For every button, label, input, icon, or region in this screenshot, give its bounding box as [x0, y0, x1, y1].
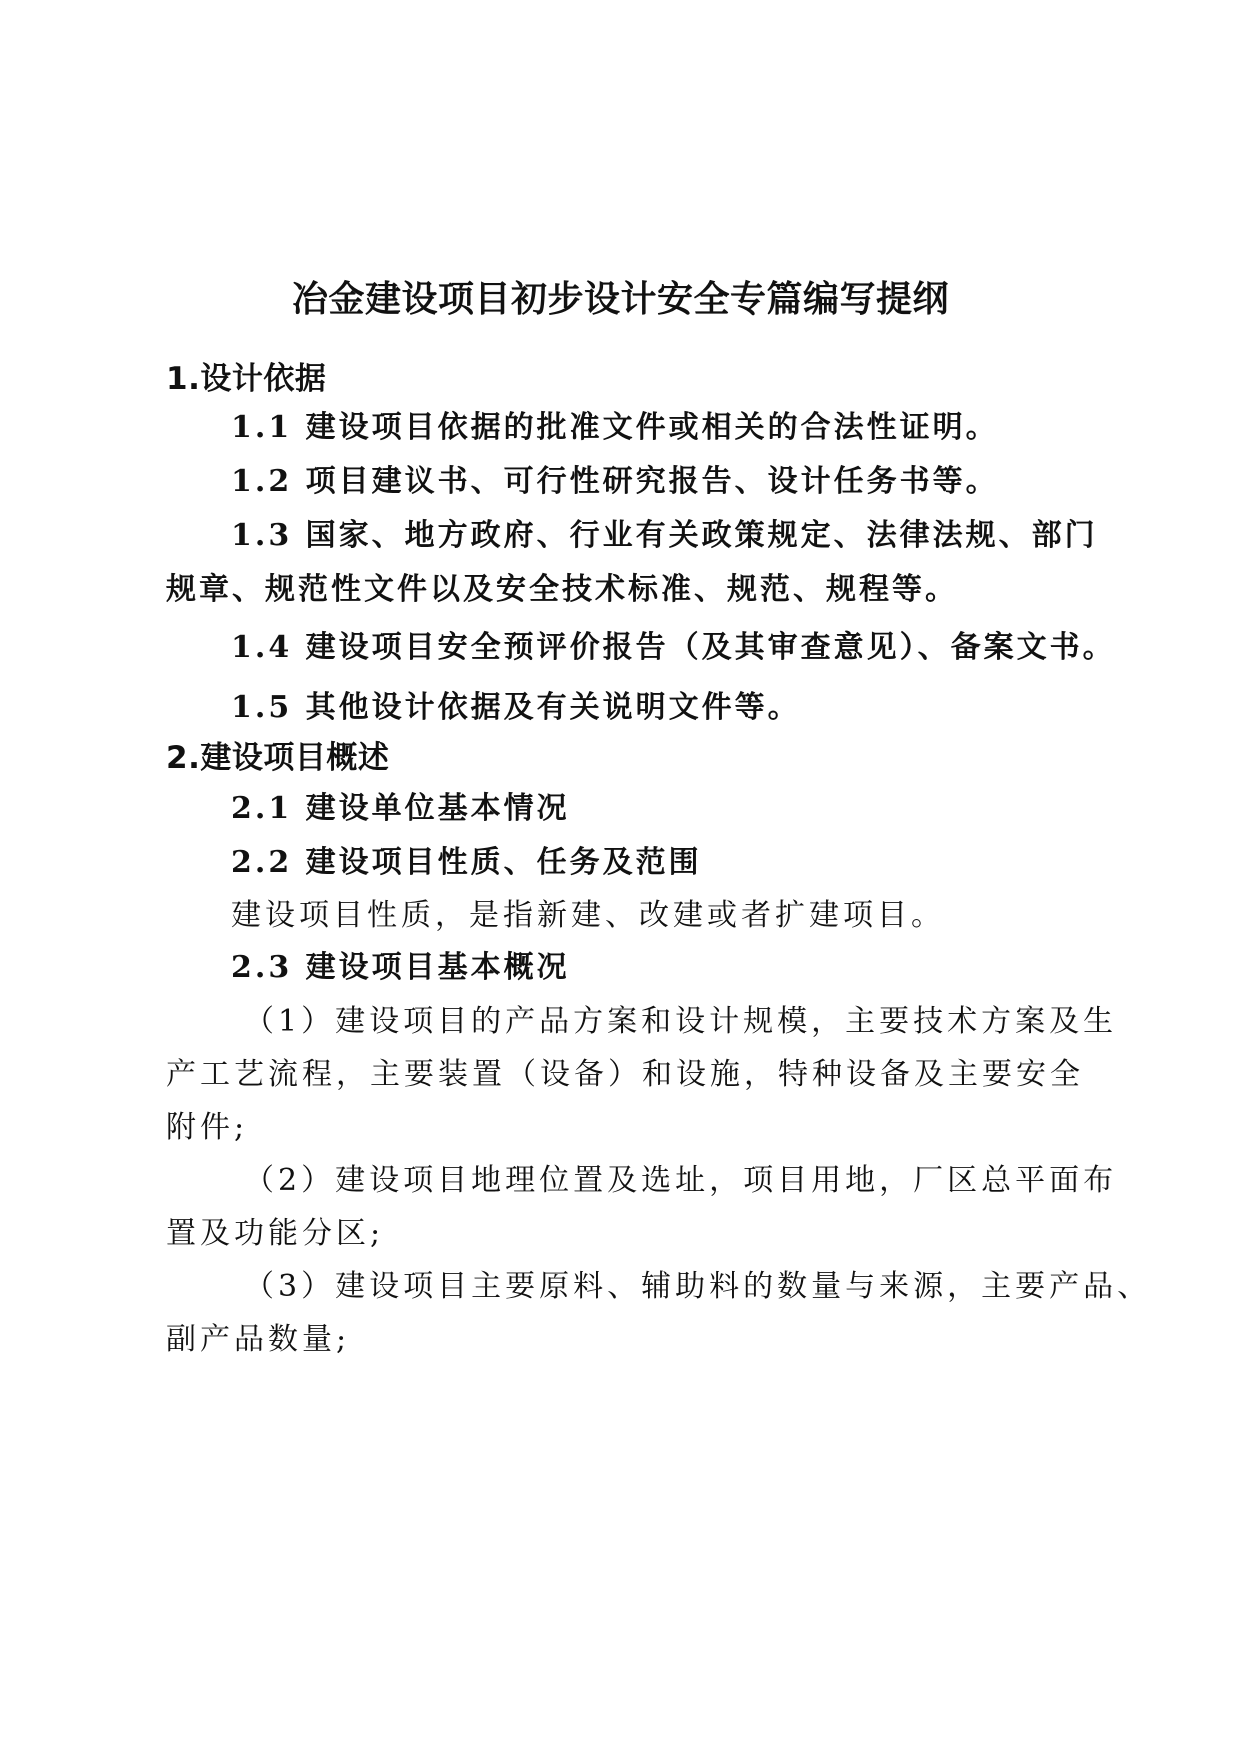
document-title: 冶金建设项目初步设计安全专篇编写提纲: [291, 279, 949, 320]
clause-1-2: 1.2 项目建议书、可行性研究报告、设计任务书等。: [231, 464, 999, 499]
clause-2-2: 2.2 建设项目性质、任务及范围: [231, 845, 702, 880]
clause-1-1: 1.1 建设项目依据的批准文件或相关的合法性证明。: [231, 410, 999, 445]
section-heading-2: 2.建设项目概述: [166, 740, 390, 776]
clause-1-3-continued: 规章、规范性文件以及安全技术标准、规范、规程等。: [166, 572, 958, 607]
clause-1-5: 1.5 其他设计依据及有关说明文件等。: [231, 690, 801, 725]
clause-2-3: 2.3 建设项目基本概况: [231, 950, 570, 985]
item-2-line-2: 置及功能分区;: [166, 1216, 385, 1251]
clause-1-4: 1.4 建设项目安全预评价报告（及其审查意见）、备案文书。: [231, 630, 1116, 665]
item-2-line-1: （2）建设项目地理位置及选址，项目用地，厂区总平面布: [244, 1163, 1118, 1198]
clause-2-1: 2.1 建设单位基本情况: [231, 791, 570, 826]
item-1-line-1: （1）建设项目的产品方案和设计规模，主要技术方案及生: [244, 1004, 1118, 1039]
item-1-line-2: 产工艺流程，主要装置（设备）和设施，特种设备及主要安全: [166, 1057, 1084, 1092]
clause-2-2-text: 建设项目性质，是指新建、改建或者扩建项目。: [231, 898, 945, 933]
item-1-line-3: 附件;: [166, 1110, 249, 1145]
item-3-line-2: 副产品数量;: [166, 1322, 351, 1357]
section-heading-1: 1.设计依据: [166, 361, 327, 397]
item-3-line-1: （3）建设项目主要原料、辅助料的数量与来源，主要产品、: [244, 1269, 1152, 1304]
clause-1-3: 1.3 国家、地方政府、行业有关政策规定、法律法规、部门: [231, 518, 1098, 553]
